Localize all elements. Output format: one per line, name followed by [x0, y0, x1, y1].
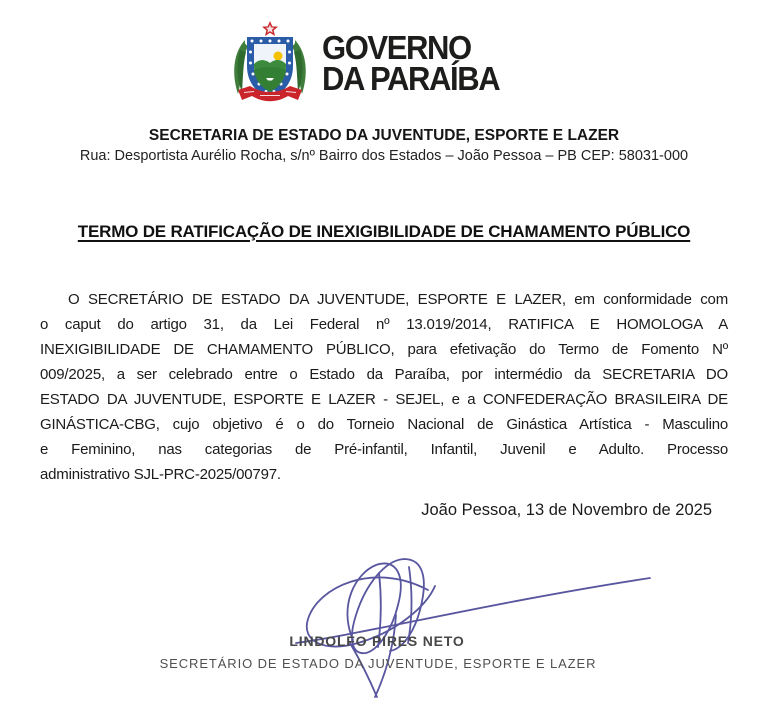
signer-role: SECRETÁRIO DE ESTADO DA JUVENTUDE, ESPORTE E LAZER	[159, 656, 597, 671]
secretariat-name: SECRETARIA DE ESTADO DA JUVENTUDE, ESPORTE E LAZER	[148, 127, 620, 144]
body-line: e Feminino, nas categorias de Pré-infantil, Infantil, Juvenil e Adulto. Processo	[40, 441, 728, 458]
paraiba-coat-of-arms-icon	[230, 20, 310, 106]
government-logo-text	[321, 28, 499, 97]
secretariat-address: Rua: Desportista Aurélio Rocha, s/nº Bairro dos Estados – João Pessoa – PB CEP: 58031-000	[79, 148, 689, 164]
logo-line-2: DA PARAÍBA	[321, 60, 499, 97]
body-line: INEXIGIBILIDADE DE CHAMAMENTO PÚBLICO, para efetivação do Termo de Fomento Nº	[40, 341, 728, 358]
document-title-text: TERMO DE RATIFICAÇÃO DE INEXIGIBILIDADE DE CHAMAMENTO PÚBLICO	[77, 222, 691, 241]
handwritten-signature-icon	[278, 545, 678, 700]
body-line: administrativo SJL-PRC-2025/00797.	[40, 466, 281, 483]
signer-name: LINDOLFO PIRES NETO	[289, 633, 465, 649]
body-line: O SECRETÁRIO DE ESTADO DA JUVENTUDE, ESPORTE E LAZER, em conformidade com	[68, 291, 728, 308]
body-line: GINÁSTICA-CBG, cujo objetivo é o do Torneio Nacional de Ginástica Artística - Masculino	[40, 416, 728, 433]
body-paragraph	[40, 287, 728, 487]
body-line: 009/2025, a ser celebrado entre o Estado da Paraíba, por intermédio da SECRETARIA DO	[40, 366, 728, 383]
body-line: o caput do artigo 31, da Lei Federal nº 13.019/2014, RATIFICA E HOMOLOGA A	[40, 316, 728, 333]
signature-block	[0, 545, 768, 710]
document-title	[0, 222, 768, 242]
government-logo	[0, 20, 754, 106]
dateline: João Pessoa, 13 de Novembro de 2025	[421, 501, 712, 519]
logo-line-1: GOVERNO	[321, 28, 471, 66]
body-line: ESTADO DA JUVENTUDE, ESPORTE E LAZER - SEJEL, e a CONFEDERAÇÃO BRASILEIRA DE	[40, 391, 728, 408]
